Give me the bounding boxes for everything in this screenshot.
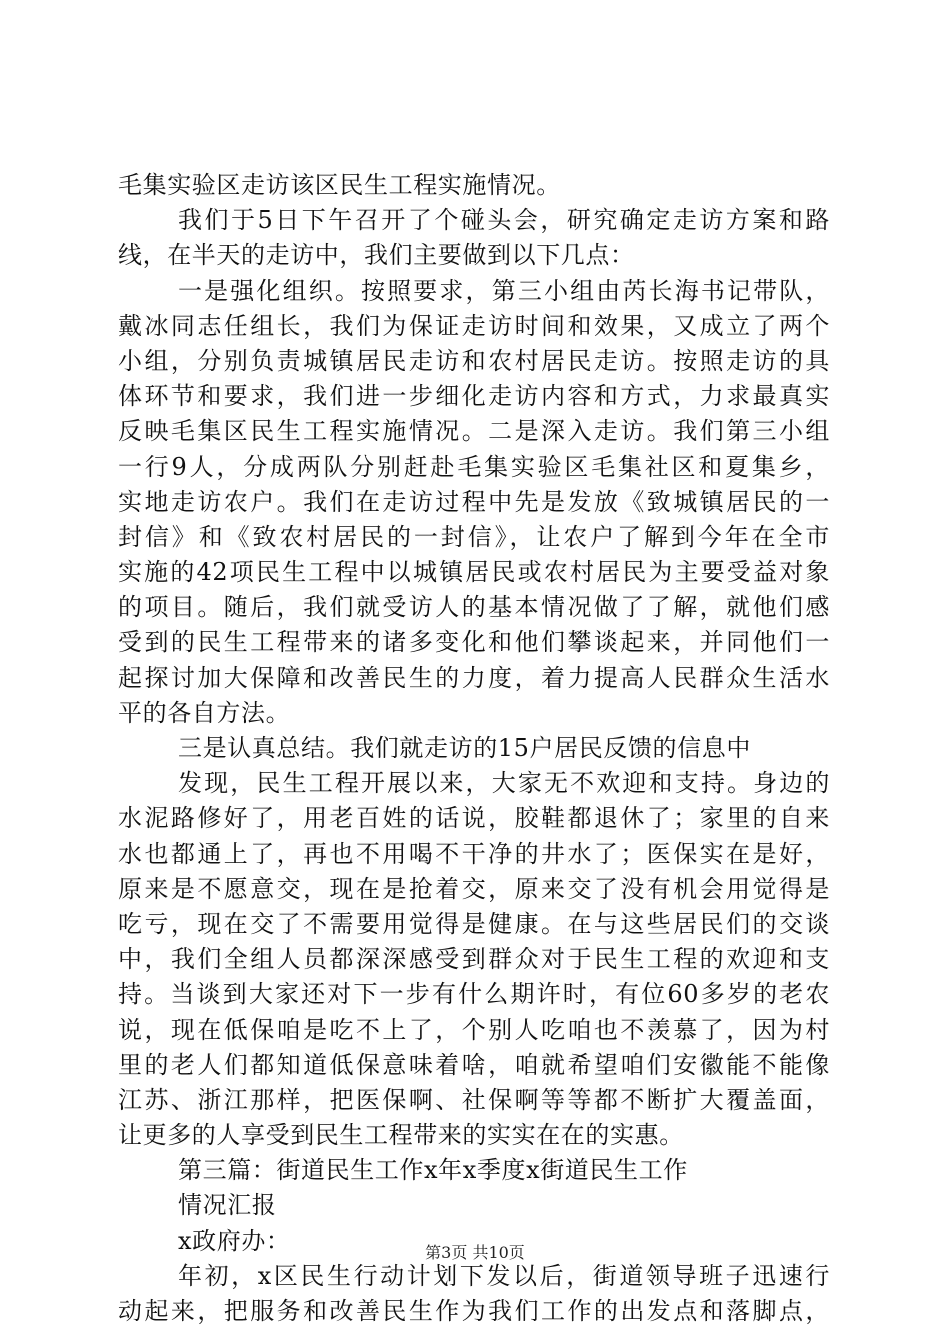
body-line: 体环节和要求，我们进一步细化走访内容和方式，力求最真实	[118, 382, 830, 411]
body-line: 水泥路修好了，用老百姓的话说，胶鞋都退休了；家里的自来	[118, 804, 830, 833]
body-line: 动起来，把服务和改善民生作为我们工作的出发点和落脚点，	[118, 1297, 830, 1325]
body-line: 说，现在低保咱是吃不上了，个别人吃咱也不羡慕了，因为村	[118, 1015, 830, 1044]
body-line: 一是强化组织。按照要求，第三小组由芮长海书记带队，	[178, 276, 830, 305]
body-line: 让更多的人享受到民生工程带来的实实在在的实惠。	[118, 1121, 684, 1150]
body-line: 小组，分别负责城镇居民走访和农村居民走访。按照走访的具	[118, 346, 830, 375]
section-heading: 情况汇报	[178, 1191, 277, 1220]
body-line: 受到的民生工程带来的诸多变化和他们攀谈起来，并同他们一	[118, 628, 830, 657]
body-line: 持。当谈到大家还对下一步有什么期许时，有位60多岁的老农	[118, 980, 830, 1009]
body-line: 年初，x区民生行动计划下发以后，街道领导班子迅速行	[178, 1261, 830, 1290]
body-line: 线，在半天的走访中，我们主要做到以下几点：	[118, 241, 635, 270]
body-line: 起探讨加大保障和改善民生的力度，着力提高人民群众生活水	[118, 663, 830, 692]
body-line: 我们于5日下午召开了个碰头会，研究确定走访方案和路	[178, 206, 830, 235]
body-line: 中，我们全组人员都深深感受到群众对于民生工程的欢迎和支	[118, 945, 830, 974]
body-line: 水也都通上了，再也不用喝不干净的井水了；医保实在是好，	[118, 839, 830, 868]
body-line: 封信》和《致农村居民的一封信》，让农户了解到今年在全市	[118, 522, 830, 551]
body-line: 反映毛集区民生工程实施情况。二是深入走访。我们第三小组	[118, 417, 830, 446]
body-line: 实施的42项民生工程中以城镇居民或农村居民为主要受益对象	[118, 558, 830, 587]
body-line: 毛集实验区走访该区民生工程实施情况。	[118, 171, 561, 199]
body-line: 实地走访农户。我们在走访过程中先是发放《致城镇居民的一	[118, 487, 830, 516]
body-line: 吃亏，现在交了不需要用觉得是健康。在与这些居民们的交谈	[118, 909, 830, 938]
body-line: 原来是不愿意交，现在是抢着交，原来交了没有机会用觉得是	[118, 874, 830, 903]
page-number: 第3页 共10页	[425, 1243, 525, 1262]
document-body	[118, 168, 830, 1329]
body-line: 一行9人，分成两队分别赶赴毛集实验区毛集社区和夏集乡，	[118, 452, 830, 481]
body-line: 里的老人们都知道低保意味着啥，咱就希望咱们安徽能不能像	[118, 1050, 830, 1079]
body-line: 的项目。随后，我们就受访人的基本情况做了了解，就他们感	[118, 593, 830, 622]
body-line: 三是认真总结。我们就走访的15户居民反馈的信息中	[178, 734, 751, 762]
body-line: 戴冰同志任组长，我们为保证走访时间和效果，又成立了两个	[118, 311, 830, 340]
body-line: 发现，民生工程开展以来，大家无不欢迎和支持。身边的	[178, 769, 830, 798]
section-heading: 第三篇：街道民生工作x年x季度x街道民生工作	[178, 1156, 688, 1185]
body-line: 江苏、浙江那样，把医保啊、社保啊等等都不断扩大覆盖面，	[118, 1085, 830, 1114]
salutation: x政府办：	[178, 1226, 291, 1255]
body-line: 平的各自方法。	[118, 698, 291, 727]
